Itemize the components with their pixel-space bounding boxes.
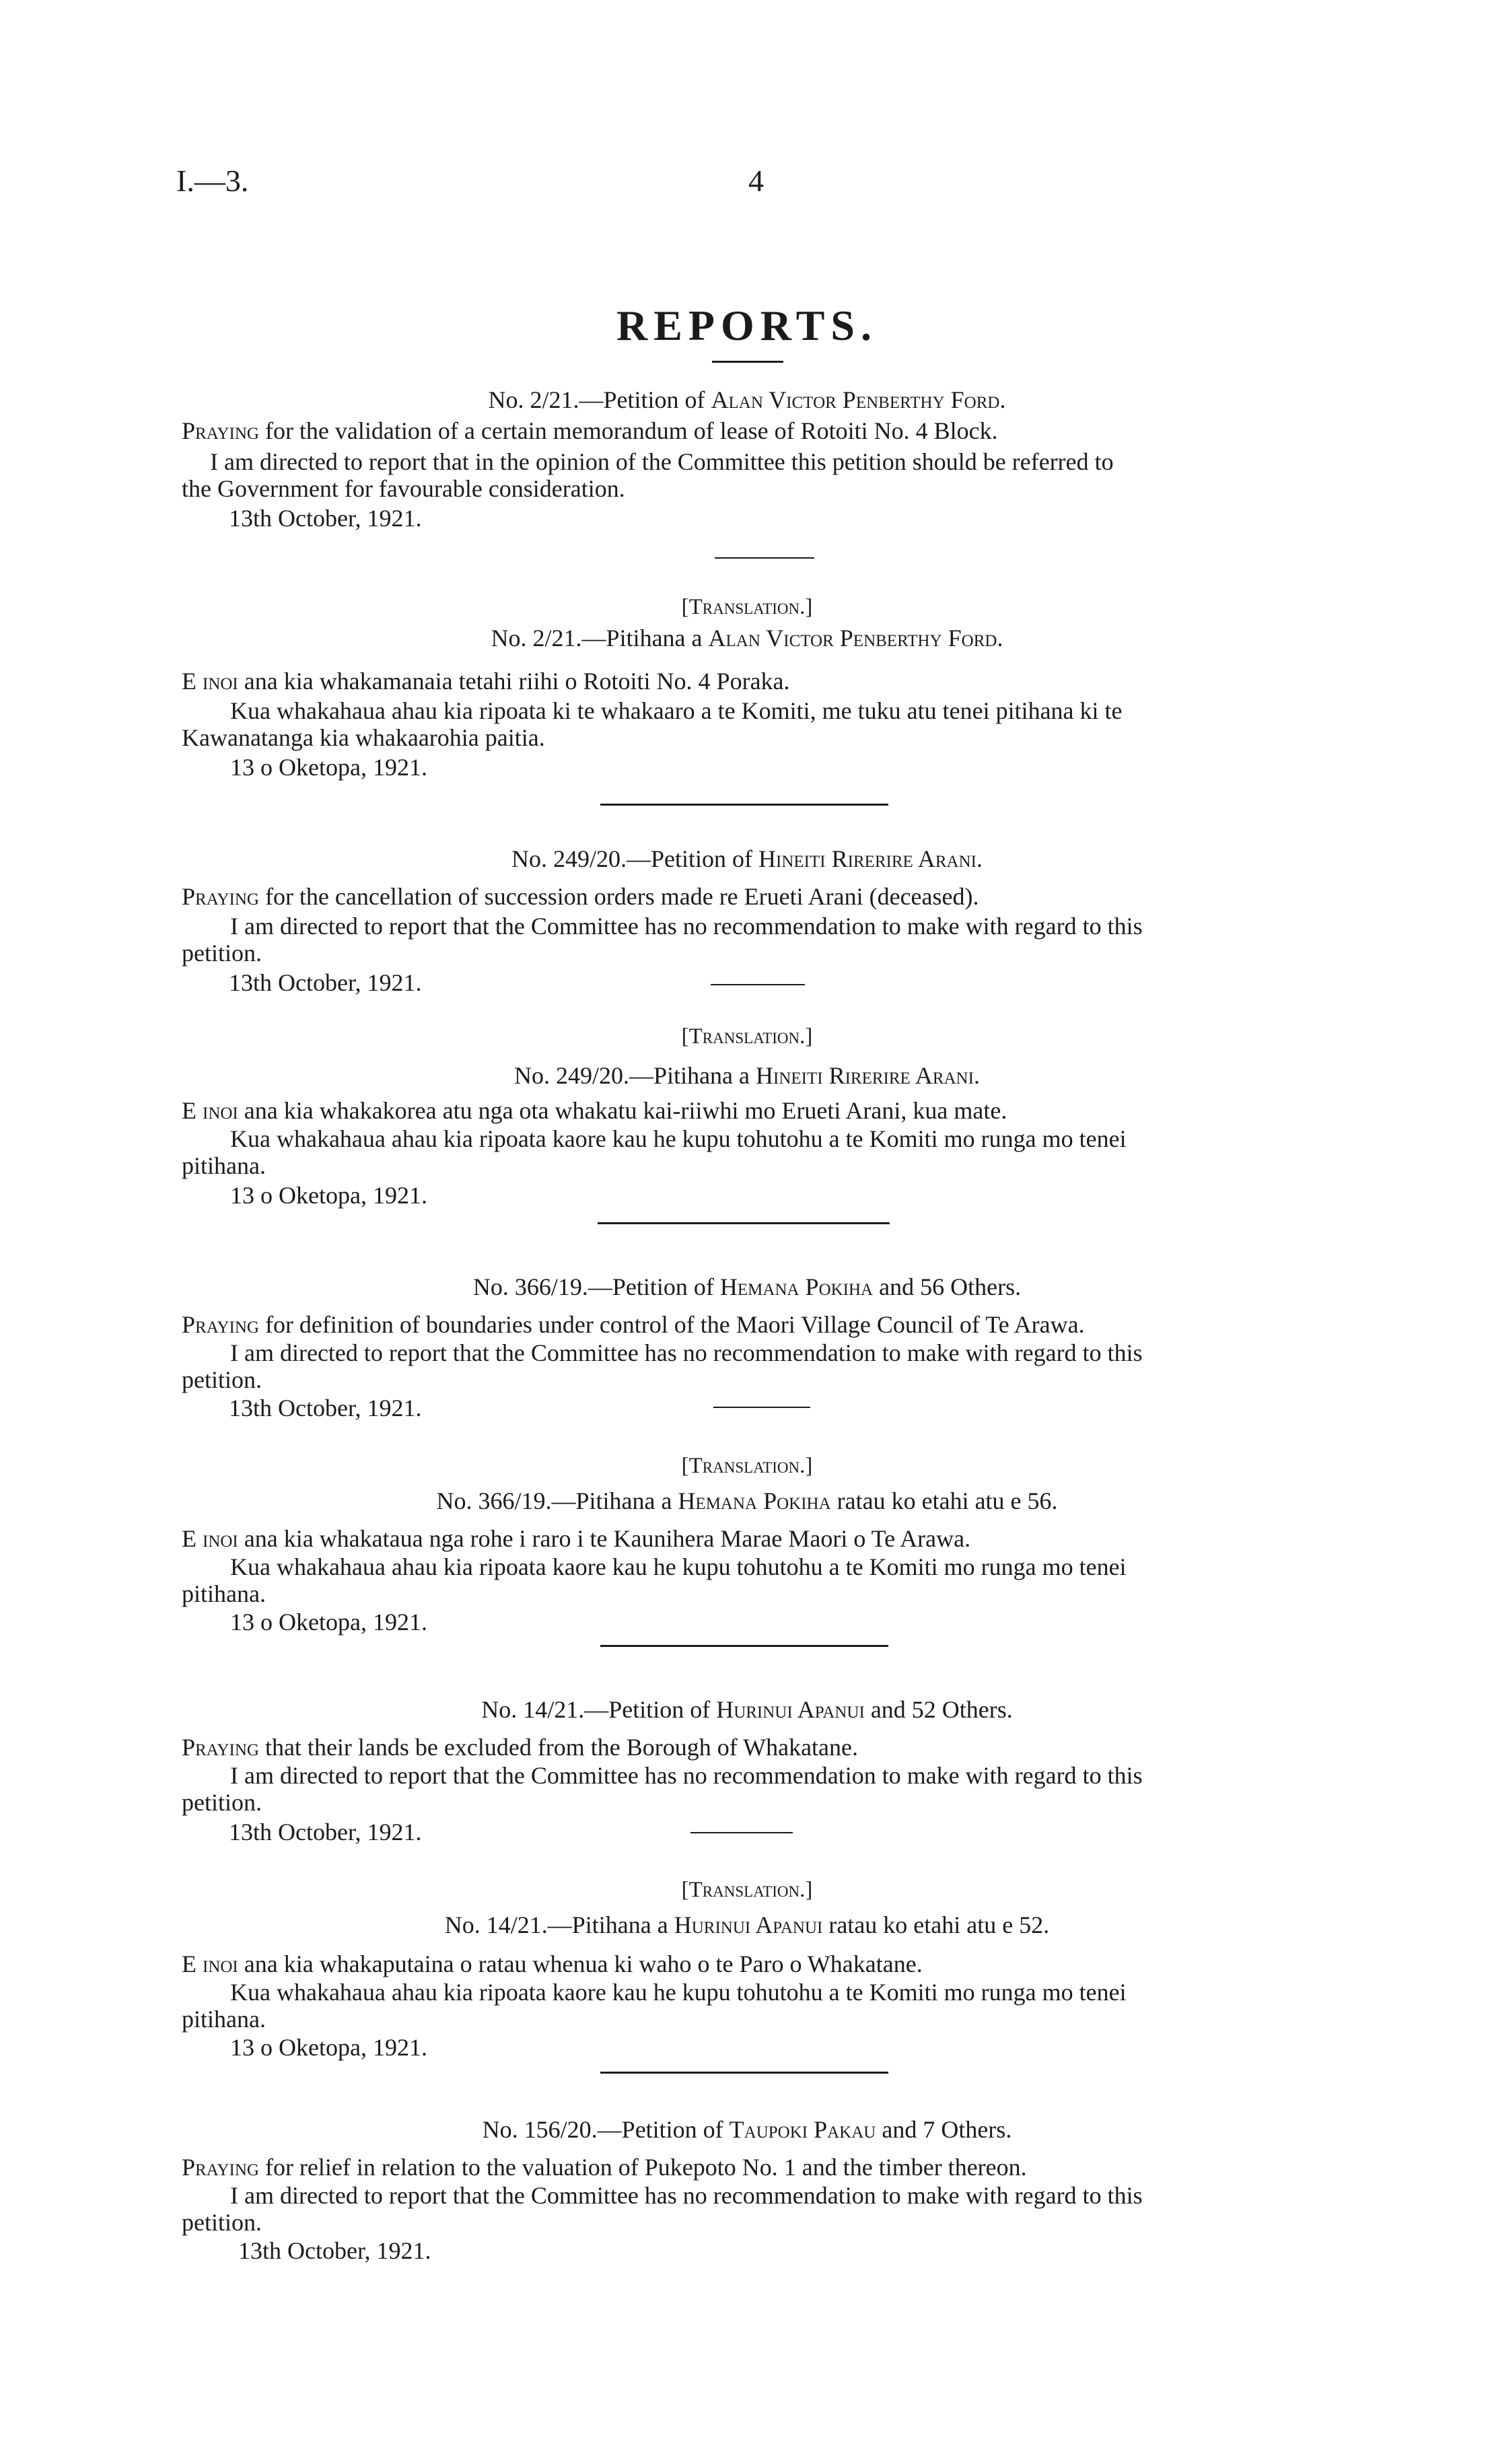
report-date: 13th October, 1921. — [238, 2237, 431, 2264]
maori-date: 13 o Oketopa, 1921. — [230, 1609, 427, 1635]
page-number: 4 — [748, 164, 764, 198]
maori-date: 13 o Oketopa, 1921. — [230, 1182, 427, 1209]
title-underline — [712, 361, 783, 363]
translation-label: [Translation.] — [681, 1024, 813, 1049]
prayer-line: Praying for the validation of a certain memorandum of lease of Rotoiti No. 4 Block. — [182, 417, 998, 444]
inoi-line: E inoi ana kia whakamanaia tetahi riihi o Rotoiti No. 4 Poraka. — [182, 668, 790, 695]
translation-heading: No. 2/21.—Pitihana a Alan Victor Penberthy Ford. — [491, 625, 1003, 652]
short-divider — [715, 557, 814, 559]
translation-label: [Translation.] — [681, 595, 813, 619]
translation-label: [Translation.] — [681, 1454, 813, 1478]
short-divider — [690, 1832, 793, 1833]
report-line-continued: the Government for favourable consideration. — [182, 475, 625, 502]
petition-heading: No. 14/21.—Petition of Hurinui Apanui and 52 Others. — [481, 1696, 1013, 1723]
report-date: 13th October, 1921. — [229, 969, 422, 996]
kua-line-continued: pitihana. — [182, 1152, 266, 1179]
translation-heading: No. 366/19.—Pitihana a Hemana Pokiha ratau ko etahi atu e 56. — [436, 1487, 1058, 1514]
maori-date: 13 o Oketopa, 1921. — [230, 2034, 427, 2061]
report-line-continued: petition. — [182, 940, 262, 966]
report-line-continued: petition. — [182, 1789, 262, 1816]
report-line-continued: petition. — [182, 1366, 262, 1393]
maori-date: 13 o Oketopa, 1921. — [230, 754, 427, 781]
kua-line: Kua whakahaua ahau kia ripoata ki te whakaaro a te Komiti, me tuku atu tenei pitihana ki te — [230, 697, 1123, 724]
kua-line-continued: Kawanatanga kia whakaarohia paitia. — [182, 724, 545, 751]
inoi-line: E inoi ana kia whakaputaina o ratau whenua ki waho o te Paro o Whakatane. — [182, 1950, 923, 1977]
prayer-line: Praying for definition of boundaries under control of the Maori Village Council of Te Arawa. — [182, 1311, 1085, 1338]
report-line: I am directed to report that the Committee has no recommendation to make with regard to this — [230, 1339, 1143, 1366]
report-line: I am directed to report that the Committee has no recommendation to make with regard to this — [230, 1762, 1143, 1789]
report-line: I am directed to report that the Committee has no recommendation to make with regard to this — [230, 2182, 1143, 2209]
petition-heading: No. 156/20.—Petition of Taupoki Pakau and 7 Others. — [482, 2116, 1012, 2143]
translation-label: [Translation.] — [681, 1878, 813, 1902]
report-line: I am directed to report that the Committee has no recommendation to make with regard to this — [230, 913, 1143, 940]
report-line: I am directed to report that in the opinion of the Committee this petition should be referred to — [210, 448, 1114, 475]
document-reference: I.—3. — [176, 164, 249, 198]
report-date: 13th October, 1921. — [229, 1819, 422, 1845]
kua-line: Kua whakahaua ahau kia ripoata kaore kau he kupu tohutohu a te Komiti mo runga mo tenei — [230, 1979, 1127, 2006]
prayer-line: Praying that their lands be excluded from the Borough of Whakatane. — [182, 1734, 859, 1761]
kua-line: Kua whakahaua ahau kia ripoata kaore kau he kupu tohutohu a te Komiti mo runga mo tenei — [230, 1553, 1127, 1580]
report-date: 13th October, 1921. — [229, 1395, 422, 1421]
kua-line: Kua whakahaua ahau kia ripoata kaore kau he kupu tohutohu a te Komiti mo runga mo tenei — [230, 1125, 1127, 1152]
petition-heading: No. 2/21.—Petition of Alan Victor Penberthy Ford. — [488, 386, 1006, 413]
petition-heading: No. 249/20.—Petition of Hineiti Rirerire Arani. — [511, 845, 983, 872]
section-divider — [600, 1645, 888, 1647]
short-divider — [713, 1407, 810, 1408]
petition-heading: No. 366/19.—Petition of Hemana Pokiha and 56 Others. — [472, 1273, 1022, 1300]
page-title: REPORTS. — [616, 302, 878, 349]
translation-heading: No. 249/20.—Pitihana a Hineiti Rirerire Arani. — [514, 1062, 980, 1089]
inoi-line: E inoi ana kia whakataua nga rohe i raro i te Kaunihera Marae Maori o Te Arawa. — [182, 1525, 971, 1552]
kua-line-continued: pitihana. — [182, 1580, 266, 1607]
report-date: 13th October, 1921. — [229, 505, 422, 532]
prayer-line: Praying for relief in relation to the valuation of Pukepoto No. 1 and the timber thereon. — [182, 2154, 1027, 2181]
section-divider — [598, 1222, 890, 1224]
section-divider — [600, 2072, 888, 2074]
translation-heading: No. 14/21.—Pitihana a Hurinui Apanui ratau ko etahi atu e 52. — [444, 1911, 1050, 1938]
inoi-line: E inoi ana kia whakakorea atu nga ota whakatu kai-riiwhi mo Erueti Arani, kua mate. — [182, 1097, 1007, 1124]
section-divider — [600, 804, 888, 806]
short-divider — [711, 984, 805, 985]
prayer-line: Praying for the cancellation of succession orders made re Erueti Arani (deceased). — [182, 883, 979, 910]
kua-line-continued: pitihana. — [182, 2006, 266, 2033]
report-line-continued: petition. — [182, 2209, 262, 2236]
